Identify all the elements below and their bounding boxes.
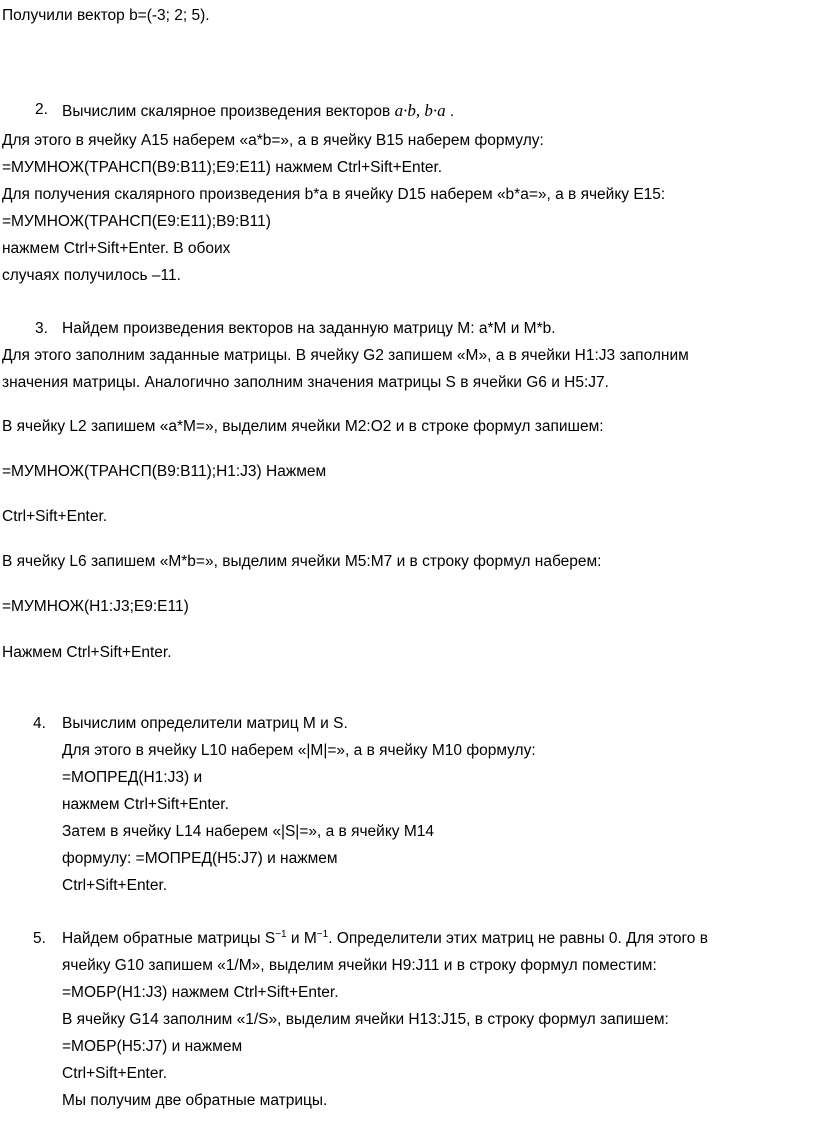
section-2-line: Для этого в ячейку А15 наберем «a*b=», а в ячейку В15 наберем формулу: xyxy=(2,132,544,149)
section-4-line: Вычислим определители матриц М и S. xyxy=(62,715,348,732)
section-4-line: Ctrl+Sift+Enter. xyxy=(62,877,168,894)
intro-line: Получили вектор b=(-3; 2; 5). xyxy=(2,7,210,24)
section-4-line: нажмем Ctrl+Sift+Enter. xyxy=(62,796,229,813)
section-3-line: Для этого заполним заданные матрицы. В ячейку G2 запишем «М», а в ячейки H1:J3 заполним xyxy=(2,347,689,364)
section-3-line: В ячейку L6 запишем «M*b=», выделим ячейки M5:M7 и в строку формул наберем: xyxy=(2,553,602,570)
section-5-line: В ячейку G14 заполним «1/S», выделим ячейки H13:J15, в строку формул запишем: xyxy=(62,1011,669,1028)
section-4-line: Для этого в ячейку L10 наберем «|M|=», а в ячейку M10 формулу: xyxy=(62,742,536,759)
section-4-number: 4. xyxy=(33,715,46,732)
section-3-line: значения матрицы. Аналогично заполним значения матрицы S в ячейки G6 и H5:J7. xyxy=(2,374,609,391)
section-2-line: случаях получилось –11. xyxy=(2,267,181,284)
section-5-line: Мы получим две обратные матрицы. xyxy=(62,1092,328,1109)
section-5-heading-a: Найдем обратные матрицы S xyxy=(62,930,276,947)
section-2-number: 2. xyxy=(35,101,48,118)
section-2-heading-text: Вычислим скалярное произведения векторов xyxy=(62,103,391,120)
vector-product-formula: a·b, b·a xyxy=(394,101,446,120)
section-5-line: ячейку G10 запишем «1/M», выделим ячейки H9:J11 и в строку формул поместим: xyxy=(62,957,657,974)
section-2-line: =МУМНОЖ(ТРАНСП(B9:B11);E9:E11) нажмем Ctrl+Sift+Enter. xyxy=(2,159,443,176)
section-3-line: =МУМНОЖ(ТРАНСП(B9:B11);H1:J3) Нажмем xyxy=(2,463,327,480)
section-4-line: =МОПРЕД(H1:J3) и xyxy=(62,769,203,786)
section-2-heading xyxy=(62,99,454,123)
inverse-superscript: −1 xyxy=(316,929,329,940)
section-3-line: Ctrl+Sift+Enter. xyxy=(2,508,108,525)
section-2-line: нажмем Ctrl+Sift+Enter. В обоих xyxy=(2,240,231,257)
section-3-line: Нажмем Ctrl+Sift+Enter. xyxy=(2,644,172,661)
section-2-line: =МУМНОЖ(ТРАНСП(E9:E11);B9:B11) xyxy=(2,213,271,230)
section-3-line: =МУМНОЖ(H1:J3;E9:E11) xyxy=(2,598,189,615)
section-5-heading xyxy=(62,928,708,950)
section-5-line: Ctrl+Sift+Enter. xyxy=(62,1065,168,1082)
section-5-number: 5. xyxy=(33,930,46,947)
section-3-heading: Найдем произведения векторов на заданную матрицу М: a*M и M*b. xyxy=(62,320,556,337)
section-4-line: формулу: =МОПРЕД(H5:J7) и нажмем xyxy=(62,850,338,867)
section-5-line: =МОБР(H5:J7) и нажмем xyxy=(62,1038,243,1055)
section-2-line: Для получения скалярного произведения b*a в ячейку D15 наберем «b*a=», а в ячейку E15: xyxy=(2,186,666,203)
section-5-line: =МОБР(H1:J3) нажмем Ctrl+Sift+Enter. xyxy=(62,984,339,1001)
section-3-line: В ячейку L2 запишем «a*M=», выделим ячейки M2:O2 и в строке формул запишем: xyxy=(2,418,604,435)
inverse-superscript: −1 xyxy=(275,929,287,940)
section-5-heading-c: . Определители этих матриц не равны 0. Для этого в xyxy=(328,930,708,947)
section-3-number: 3. xyxy=(35,320,48,337)
section-2-heading-tail: . xyxy=(449,103,455,120)
section-4-line: Затем в ячейку L14 наберем «|S|=», а в ячейку M14 xyxy=(62,823,434,840)
section-5-heading-b: и M xyxy=(286,930,317,947)
